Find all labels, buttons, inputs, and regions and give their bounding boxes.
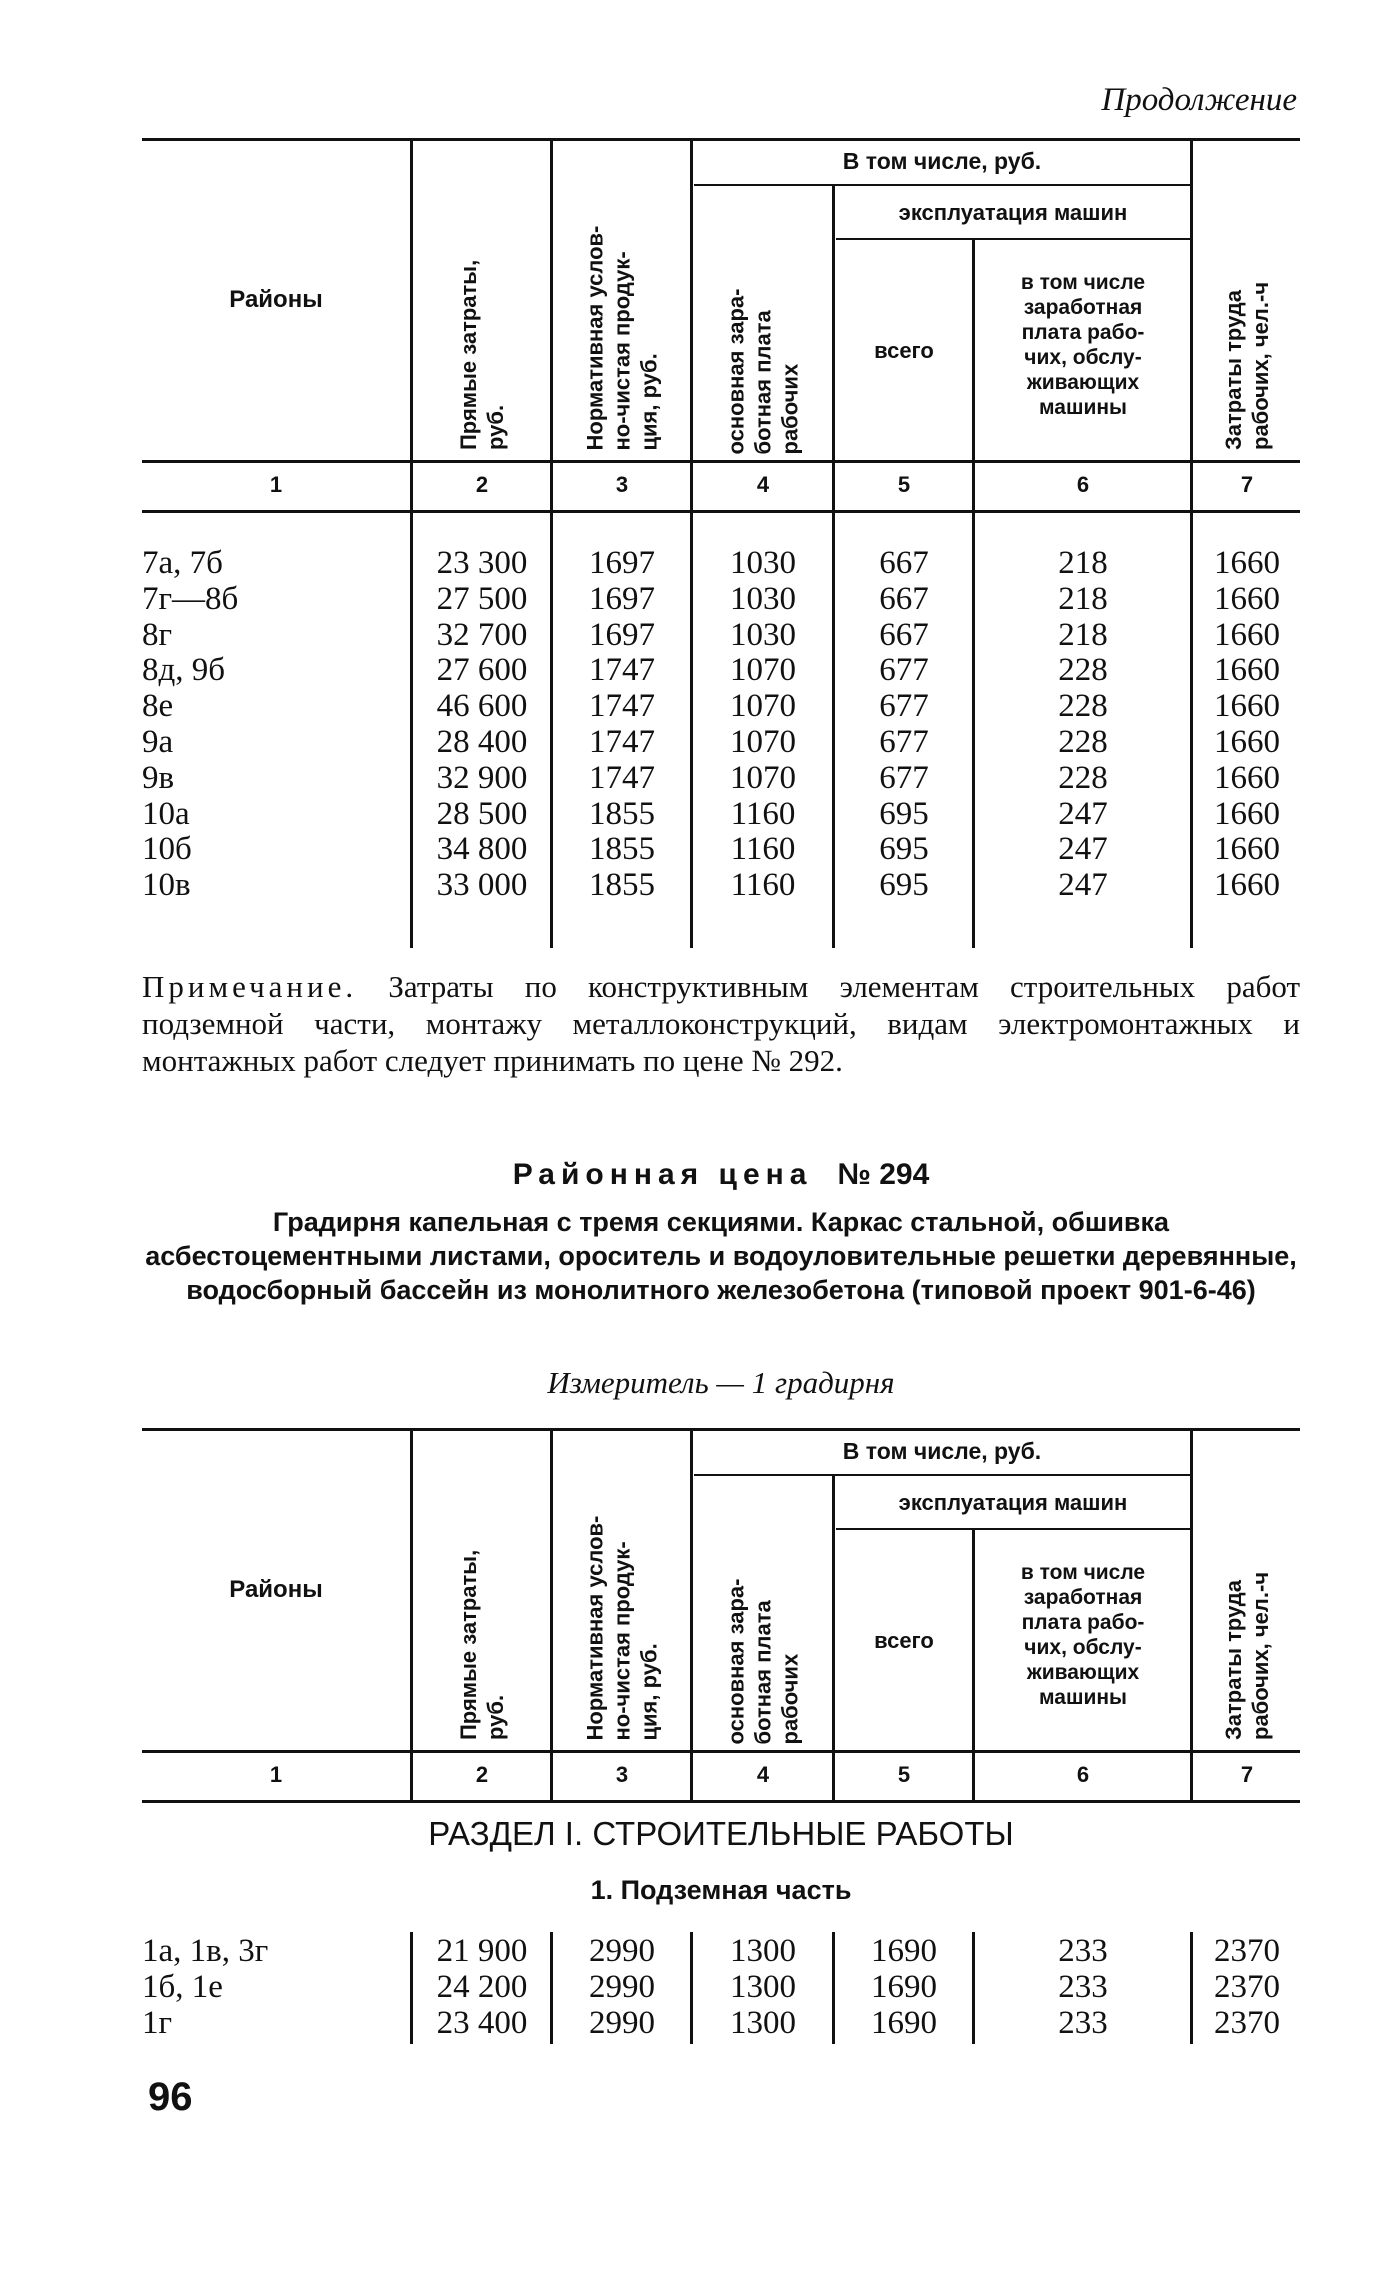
table-cell: 32 900 [436,759,528,796]
table-cell: 1697 [589,545,655,581]
col-number: 1 [269,472,283,497]
table-cell: 1855 [589,831,655,868]
table-cell: 677 [879,652,929,689]
table-cell: 1660 [1214,867,1280,904]
table-cell: 1030 [730,545,796,581]
table-cell: 1747 [589,652,655,689]
col-number: 2 [475,1762,489,1787]
col-normative [554,1934,690,2041]
table-cell: 1г [142,2004,173,2041]
col-labor [1194,546,1300,904]
header-direct-costs: Прямые затраты, руб. [456,1549,508,1740]
header-machine-wages: в том числе заработная плата рабо- чих, обслу- живающих машины [1020,271,1146,419]
col-number: 6 [1076,472,1090,497]
col-direct-costs [414,546,550,904]
table-cell: 667 [879,580,929,617]
vline [690,138,693,948]
table-cell: 233 [1058,2004,1108,2041]
table-cell: 695 [879,867,929,904]
col-number: 5 [897,1762,911,1787]
col-regions [142,546,402,904]
table-cell: 247 [1058,795,1108,832]
header-regions: Районы [229,1576,323,1603]
header-wages-cell [694,1478,832,1748]
col-number: 3 [615,1762,629,1787]
table-cell: 10в [142,867,191,904]
col-number: 7 [1240,472,1254,497]
table-cell: 1660 [1214,795,1280,832]
vline [550,138,553,948]
col-machine-wages [976,1934,1190,2041]
vline [690,1932,693,2044]
table-cell: 228 [1058,723,1108,760]
table-cell: 677 [879,688,929,725]
price-title [142,1158,1300,1192]
table-cell: 1070 [730,723,796,760]
description: Градирня капельная с тремя секциями. Каркас стальной, обшивка асбестоцементными листами, ороситель и водоуловительные решетки деревянные, водосборный бассейн из монолитного железобетона (типовой проект 901-6-46) [145,1207,1297,1305]
col-number: 2 [475,472,489,497]
table-cell: 9а [142,723,174,760]
table-cell: 1070 [730,759,796,796]
table-cell: 46 600 [436,688,528,725]
table-cell: 1660 [1214,759,1280,796]
table-cell: 2990 [589,1933,655,1969]
col-number: 5 [897,472,911,497]
table-cell: 21 900 [436,1933,528,1969]
table-cell: 1747 [589,688,655,725]
note-text: Затраты по конструктивным элементам строительных работ подземной части, монтажу металлоконструкций, видам электромонтажных и монтажных работ следует принимать по цене № 292. [142,969,1300,1078]
table-top-rule [142,138,1300,141]
table-cell: 228 [1058,759,1108,796]
header-normative-cell [554,142,690,458]
vline [1190,1932,1193,2044]
page-number: 96 [148,2075,193,2119]
table-cell: 10б [142,831,192,868]
header-incl: В том числе, руб. [842,1438,1042,1464]
table-cell: 1855 [589,795,655,832]
vline [832,184,835,948]
header-machines: эксплуатация машин [898,200,1128,225]
header-regions: Районы [229,286,323,313]
header-labor-cell [1194,142,1300,458]
col-direct-costs [414,1934,550,2041]
table-cell: 2370 [1214,1933,1280,1969]
col-number: 6 [1076,1762,1090,1787]
continued-label: Продолжение [1101,82,1297,118]
table-cell: 1300 [730,2004,796,2041]
table-cell: 1а, 1в, 3г [142,1933,269,1969]
vline [1190,1428,1193,1800]
table-cell: 32 700 [436,616,528,653]
col-wages [694,1934,832,2041]
table-cell: 1697 [589,616,655,653]
table-cell: 1160 [730,831,796,868]
price-number: № 294 [837,1158,930,1191]
header-normative: Нормативная услов- но-чистая продук- ция, руб. [582,1515,662,1740]
header-bottom-rule [142,1750,1300,1753]
table-cell: 667 [879,616,929,653]
table-cell: 7а, 7б [142,545,223,581]
table-cell: 1660 [1214,580,1280,617]
vline [410,1932,413,2044]
col-number: 4 [756,472,770,497]
table-cell: 1660 [1214,831,1280,868]
table-cell: 1300 [730,1968,796,2005]
header-wages: основная зара- ботная плата рабочих [723,288,803,454]
table-cell: 9в [142,759,175,796]
table-cell: 1660 [1214,652,1280,689]
header-labor-cell [1194,1432,1300,1748]
vline [832,1932,835,2044]
table-cell: 1660 [1214,545,1280,581]
col-number: 3 [615,472,629,497]
table-cell: 27 600 [436,652,528,689]
table-2 [142,1428,1300,2048]
table-cell: 7г—8б [142,580,239,617]
table-cell: 233 [1058,1968,1108,2005]
header-labor: Затраты труда рабочих, чел.-ч [1221,1571,1273,1740]
table-cell: 1747 [589,759,655,796]
measure: Измеритель — 1 градирня [547,1365,895,1400]
col-normative [554,546,690,904]
table-cell: 695 [879,795,929,832]
table-cell: 28 500 [436,795,528,832]
table-cell: 1690 [871,1968,937,2005]
table-cell: 2370 [1214,1968,1280,2005]
table-cell: 695 [879,831,929,868]
table-cell: 218 [1058,580,1108,617]
table-cell: 23 400 [436,2004,528,2041]
table-cell: 233 [1058,1933,1108,1969]
col-regions [142,1934,402,2041]
vline [832,1474,835,1800]
table-cell: 1160 [730,867,796,904]
header-normative: Нормативная услов- но-чистая продук- ция, руб. [582,225,662,450]
table-cell: 228 [1058,652,1108,689]
section-title: РАЗДЕЛ I. СТРОИТЕЛЬНЫЕ РАБОТЫ [428,1815,1014,1852]
col-wages [694,546,832,904]
header-direct-costs-cell [414,142,550,458]
table-cell: 24 200 [436,1968,528,2005]
table-cell: 1747 [589,723,655,760]
table-cell: 2990 [589,2004,655,2041]
vline [410,138,413,948]
table-cell: 1б, 1е [142,1968,223,2005]
col-numbers-rule [142,510,1300,513]
table-cell: 8д, 9б [142,652,226,689]
incl-rule [694,1474,1190,1476]
table-cell: 33 000 [436,867,528,904]
header-labor: Затраты труда рабочих, чел.-ч [1221,281,1273,450]
subsection-title: 1. Подземная часть [590,1875,852,1905]
table-cell: 228 [1058,688,1108,725]
col-number: 7 [1240,1762,1254,1787]
table-cell: 1070 [730,652,796,689]
machines-rule [836,238,1190,240]
col-labor [1194,1934,1300,2041]
col-machine-wages [976,546,1190,904]
vline [550,1932,553,2044]
table-cell: 1030 [730,580,796,617]
table-cell: 8г [142,616,173,653]
price-label: Районная цена [512,1158,813,1191]
vline [1190,138,1193,948]
col-machines-total [836,546,972,904]
vline [972,1528,975,1800]
table-cell: 218 [1058,545,1108,581]
vline [972,238,975,948]
vline [972,1932,975,2044]
table-cell: 1660 [1214,723,1280,760]
table-cell: 8е [142,688,174,725]
table-cell: 23 300 [436,545,528,581]
header-wages: основная зара- ботная плата рабочих [723,1578,803,1744]
header-bottom-rule [142,460,1300,463]
machines-rule [836,1528,1190,1530]
table-cell: 677 [879,759,929,796]
table-cell: 218 [1058,616,1108,653]
table-cell: 1160 [730,795,796,832]
table-cell: 1690 [871,1933,937,1969]
table-cell: 1070 [730,688,796,725]
col-machines-total [836,1934,972,2041]
header-total: всего [874,1628,934,1653]
note [142,968,1300,1079]
vline [690,1428,693,1800]
table-cell: 667 [879,545,929,581]
header-direct-costs-cell [414,1432,550,1748]
table-1 [142,138,1300,948]
table-top-rule [142,1428,1300,1431]
table-cell: 1300 [730,1933,796,1969]
vline [410,1428,413,1800]
table-cell: 1690 [871,2004,937,2041]
table-cell: 677 [879,723,929,760]
table-cell: 34 800 [436,831,528,868]
table-cell: 2990 [589,1968,655,2005]
table-cell: 2370 [1214,2004,1280,2041]
table-cell: 1855 [589,867,655,904]
table-cell: 1660 [1214,688,1280,725]
header-direct-costs: Прямые затраты, руб. [456,259,508,450]
vline [550,1428,553,1800]
note-label: Примечание. [142,969,358,1004]
header-wages-cell [694,188,832,458]
table-cell: 1030 [730,616,796,653]
table-cell: 1697 [589,580,655,617]
header-machines: эксплуатация машин [898,1490,1128,1515]
col-numbers-rule [142,1800,1300,1803]
header-incl: В том числе, руб. [842,148,1042,174]
incl-rule [694,184,1190,186]
table-cell: 1660 [1214,616,1280,653]
header-normative-cell [554,1432,690,1748]
table-cell: 27 500 [436,580,528,617]
table-cell: 28 400 [436,723,528,760]
table-cell: 247 [1058,867,1108,904]
header-total: всего [874,338,934,363]
col-number: 4 [756,1762,770,1787]
table-cell: 247 [1058,831,1108,868]
table-cell: 10а [142,795,190,832]
header-machine-wages: в том числе заработная плата рабо- чих, обслу- живающих машины [1020,1561,1146,1709]
col-number: 1 [269,1762,283,1787]
